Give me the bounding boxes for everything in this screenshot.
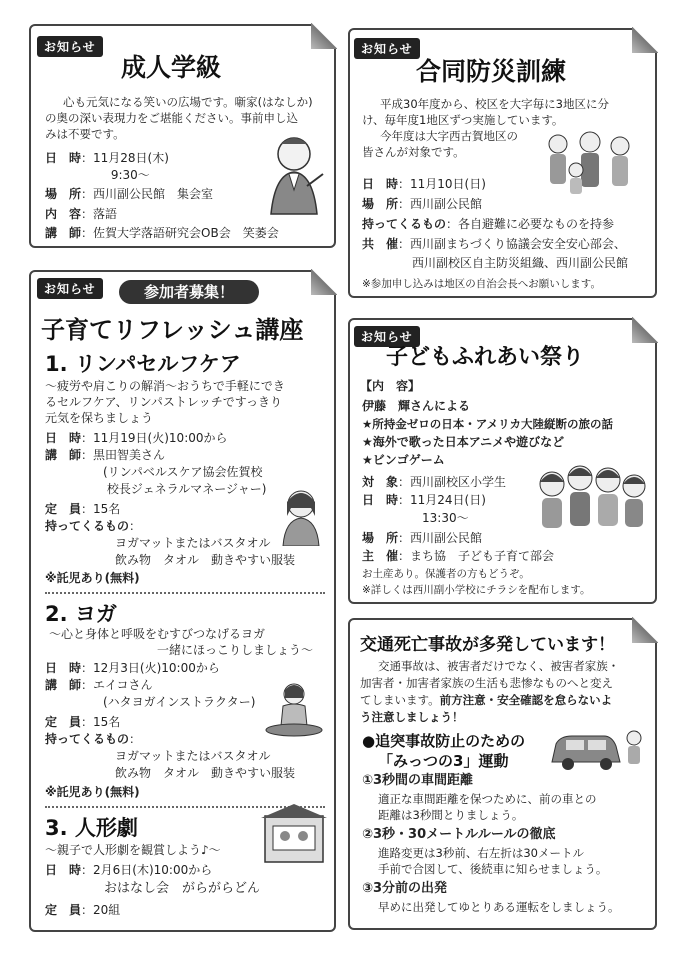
page-fold-decoration [632,617,658,643]
section-heading: 2. ヨガ [45,602,117,626]
info-row: 場 所：西川副公民館 集会室 [45,187,214,201]
info-row: 飲み物 タオル 動きやすい服装 [91,766,296,780]
content-line: ★所持金ゼロの日本・アメリカ大陸縦断の旅の話 [362,417,614,431]
content-line: ★ビンゴゲーム [362,453,445,467]
intro-line: 平成30年度から、校区を大字毎に3地区に分 [380,97,609,111]
panel-kids-festival [348,318,657,604]
section-description: 〜疲労や肩こりの解消〜おうちで手軽にでき [45,379,285,393]
note-text: お土産あり。保護者の方もどうぞ。 [362,568,530,580]
info-row: 場 所：西川副公民館 [362,531,483,545]
panel-title: 交通死亡事故が多発しています！ [360,635,615,655]
intro-line: 今年度は大字西古賀地区の [380,129,518,143]
evacuees-illustration [540,130,640,196]
notice-tag: お知らせ [354,38,420,59]
info-row: 13:30〜 [410,511,469,525]
info-row: 日 時：11月19日(火)10:00から [45,431,228,445]
info-row: 日 時：11月24日(日) [362,493,486,507]
notice-tag: お知らせ [37,278,103,299]
info-row: 持ってくるもの： [45,519,142,533]
page-fold-decoration [311,269,337,295]
info-row: (ハタヨガインストラクター) [91,695,256,709]
intro-line: の奥の深い表現力をご堪能ください。事前申し込 [45,111,298,125]
content-line: ★海外で歌った日本アニメや遊びなど [362,435,565,449]
info-row: 内 容：落語 [45,207,118,221]
info-row: 場 所：西川副公民館 [362,197,483,211]
section-description: 〜親子で人形劇を観賞しよう♪〜 [45,843,221,857]
section-description: 一緒にほっこりしましょう〜 [157,643,314,657]
recruitment-badge: 参加者募集！ [119,280,259,304]
content-label: 【内 容】 [360,379,421,393]
info-row: 講 師：エイコさん [45,678,153,692]
info-row: 持ってくるもの：各自避難に必要なものを持参 [362,217,615,231]
info-row: 共 催：西川副まちづくり協議会安全安心部会、 [362,237,626,251]
info-row: おはなし会 がらがらどん [91,881,261,896]
panel-adult-class [29,24,336,248]
panel-parenting-course [29,270,336,932]
intro-line: 交通事故は、被害者だけでなく、被害者家族・ [378,659,620,673]
info-row: 定 員：15名 [45,715,121,729]
info-row: 日 時：12月3日(火)10:00から [45,661,220,675]
rule-text: 距離は3秒間とりましょう。 [378,808,524,822]
rule-text: 早めに出発してゆとりある運転をしましょう。 [378,900,620,914]
page-fold-decoration [632,27,658,53]
info-row: 飲み物 タオル 動きやすい服装 [91,553,296,567]
info-row: 定 員：15名 [45,502,121,516]
info-row: ヨガマットまたはバスタオル [91,749,271,763]
info-row: 定 員：20組 [45,903,121,917]
content-line: 伊藤 輝さんによる [362,399,471,413]
rule-text: 手前で合図して、後続車に知らせましょう。 [378,862,608,876]
notice-tag: お知らせ [37,36,103,57]
page-fold-decoration [632,317,658,343]
tired-woman-illustration [277,486,325,546]
panel-title: 合同防災訓練 [416,57,567,86]
childcare-note: ※託児あり(無料) [45,571,140,585]
rule-text: 適正な車間距離を保つために、前の車との [378,792,597,806]
info-row: 9:30〜 [95,168,150,182]
info-row: 日 時：11月10日(日) [362,177,486,191]
section-description: 元気を保ちましょう [45,411,154,425]
info-row: 対 象：西川副校区小学生 [362,475,507,489]
puppet-theater-illustration [259,802,329,866]
panel-title: 子育てリフレッシュ講座 [41,316,304,344]
note-text: ※参加申し込みは地区の自治会長へお願いします。 [362,278,601,290]
campaign-heading: ●追突事故防止のための [362,732,526,750]
section-heading: 1. リンパセルフケア [45,352,241,376]
intro-line: てしまいます。前方注意・安全確認を怠らないよ [360,693,613,707]
section-heading: 3. 人形劇 [45,816,138,840]
info-row: 主 催：まち協 子ども子育て部会 [362,549,555,563]
panel-disaster-drill [348,28,657,298]
panel-traffic-safety [348,618,657,930]
info-row: 校長ジェネラルマネージャー) [91,482,267,496]
info-row: 日 時：11月28日(木) [45,151,169,165]
rule-heading: ①3秒間の車間距離 [362,773,474,788]
section-description: 〜心と身体と呼吸をむすびつなげるヨガ [49,627,266,641]
info-row: 西川副校区自主防災組織、西川副公民館 [400,256,629,270]
intro-line: みは不要です。 [45,127,125,141]
campaign-heading: 「みっつの3」運動 [378,752,509,770]
panel-title: 子どもふれあい祭り [386,345,585,370]
intro-line: 心も元気になる笑いの広場です。噺家(はなしか) [63,95,313,109]
info-row: 講 師：黒田智美さん [45,448,166,462]
rule-heading: ③3分前の出発 [362,881,448,896]
intro-line: け、毎年度1地区ずつ実施しています。 [362,113,564,127]
childcare-note: ※託児あり(無料) [45,785,140,799]
info-row: (リンパベルスケア協会佐賀校 [91,465,263,479]
rakugo-performer-illustration [261,130,327,216]
rule-heading: ②3秒・30メートルルールの徹底 [362,827,556,842]
intro-line: う注意しましょう！ [360,710,464,724]
page-fold-decoration [311,23,337,49]
rule-text: 進路変更は3秒前、右左折は30メートル [378,846,584,860]
section-description: るセルフケア、リンパストレッチですっきり [45,395,283,409]
info-row: ヨガマットまたはバスタオル [91,536,271,550]
car-accident-illustration [546,726,646,776]
info-row: 日 時：2月6日(木)10:00から [45,863,213,877]
panel-title: 成人学級 [121,53,222,82]
section-divider [45,592,325,594]
intro-line: 加害者・加害者家族の生活も悲惨なものへと変え [360,676,613,690]
children-illustration [536,462,648,536]
note-text: ※詳しくは西川副小学校にチラシを配布します。 [362,584,591,596]
info-row: 講 師：佐賀大学落語研究会OB会 笑萎会 [45,226,279,240]
yoga-woman-illustration [263,682,325,738]
intro-line: 皆さんが対象です。 [362,145,465,159]
info-row: 持ってくるもの： [45,732,142,746]
notice-tag: お知らせ [354,326,420,347]
